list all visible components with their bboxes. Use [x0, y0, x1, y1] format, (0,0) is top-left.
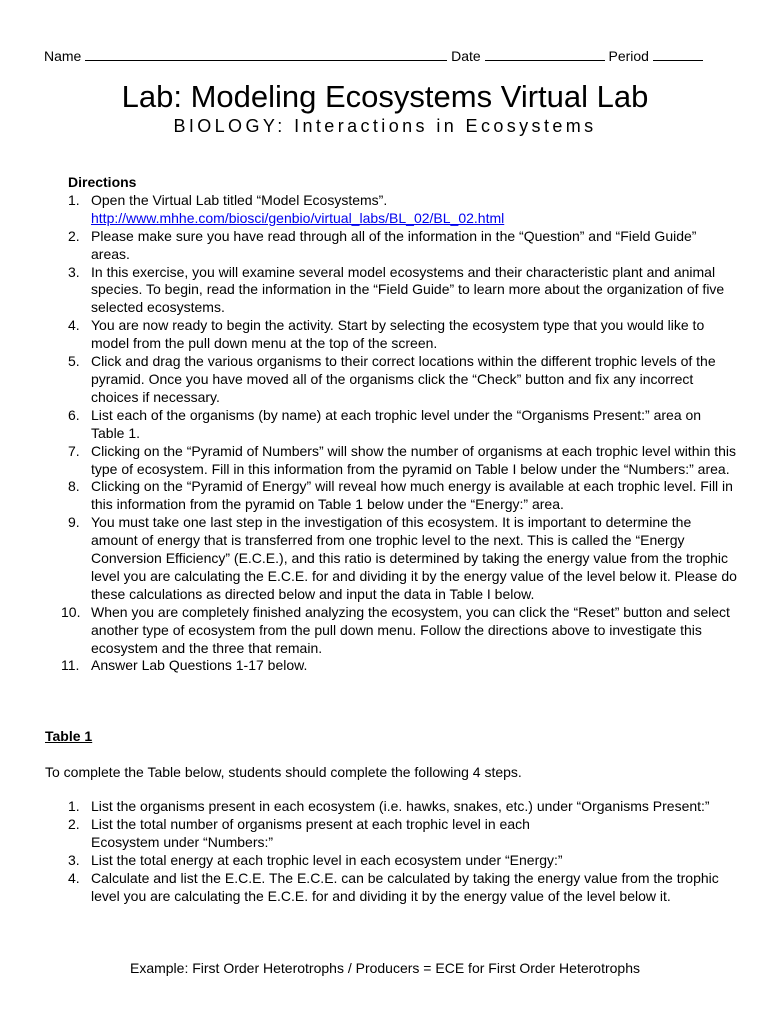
step-number: 7.: [68, 442, 80, 459]
ece-example: Example: First Order Heterotrophs / Producers = ECE for First Order Heterotrophs: [129, 960, 640, 976]
directions-step: [68, 228, 738, 264]
step-number: 11.: [61, 657, 80, 674]
header-row: [44, 47, 724, 66]
directions-list: [61, 191, 738, 675]
table1-intro: To complete the Table below, students should complete the following 4 steps.: [45, 764, 522, 780]
step-number: 3.: [68, 263, 80, 280]
step-text: Clicking on the “Pyramid of Energy” will reveal how much energy is available at each trophic level. Fill in this information from the pyramid on Table 1 below under the “Energy:” area.: [91, 478, 733, 513]
directions-step: [68, 407, 738, 443]
table1-heading: Table 1: [45, 728, 93, 744]
step-number: 8.: [68, 478, 80, 495]
step-text-line: List the total number of organisms present at each trophic level in each: [91, 815, 530, 832]
date-label: Date: [451, 48, 481, 64]
step-text: Click and drag the various organisms to their correct locations within the different trophic levels of the pyramid. Once you have moved all of the organisms click the “Check” button and fix any incorrect choices if necessary.: [91, 353, 716, 405]
page-title: Lab: Modeling Ecosystems Virtual Lab: [121, 79, 649, 114]
step-text: You are now ready to begin the activity. Start by selecting the ecosystem type that you would like to model from the pull down menu at the top of the screen.: [91, 317, 705, 352]
table1-step: [68, 852, 738, 870]
table1-step: [68, 816, 738, 852]
step-text-line: Ecosystem under “Numbers:”: [91, 833, 274, 850]
step-number: 4.: [68, 869, 80, 886]
step-number: 5.: [68, 353, 80, 370]
period-field[interactable]: [653, 47, 703, 61]
step-text: Clicking on the “Pyramid of Numbers” will show the number of organisms at each trophic level within this type of ecosystem. Fill in this information from the pyramid on Table I below under the “Numbers:” area.: [91, 442, 737, 477]
step-number: 9.: [68, 514, 80, 531]
directions-step: [68, 514, 738, 604]
table1-steps-section: [68, 798, 738, 905]
step-text: You must take one last step in the investigation of this ecosystem. It is important to determine the amount of energy that is transferred from one trophic level to the next. This is called the “Energy Conversion Efficiency” (E.C.E.), and this ratio is determined by taking the energy value from the trophic level you are calculating the E.C.E. for and dividing it by the energy value of the level below it. Please do these calculations as directed below and input the data in Table I below.: [91, 514, 737, 602]
page-subtitle: BIOLOGY: Interactions in Ecosystems: [173, 116, 597, 136]
directions-step: [68, 443, 738, 479]
step-number: 3.: [68, 851, 80, 868]
step-number: 2.: [68, 815, 80, 832]
step-number: 2.: [68, 227, 80, 244]
step-text: Answer Lab Questions 1-17 below.: [91, 657, 308, 674]
directions-step: [68, 478, 738, 514]
step-text: Please make sure you have read through all of the information in the “Question” and “Field Guide” areas.: [91, 227, 697, 262]
name-label: Name: [44, 48, 82, 64]
step-text: In this exercise, you will examine several model ecosystems and their characteristic plant and animal species. To begin, read the information in the “Field Guide” to learn more about the organization of five selected ecosystems.: [91, 263, 725, 316]
date-field[interactable]: [485, 47, 605, 61]
directions-step: [61, 657, 738, 675]
directions-step: [68, 192, 738, 228]
step-number: 1.: [68, 191, 80, 208]
directions-step: [68, 264, 738, 318]
step-text: Open the Virtual Lab titled “Model Ecosystems”.: [91, 191, 388, 208]
table1-step: [68, 798, 738, 816]
step-number: 4.: [68, 317, 80, 334]
period-label: Period: [608, 48, 649, 64]
step-text: List each of the organisms (by name) at each trophic level under the “Organisms Present:” area on Table 1.: [91, 406, 702, 441]
step-number: 1.: [68, 798, 80, 814]
step-number: 6.: [68, 406, 80, 423]
step-text: List the organisms present in each ecosystem (i.e. hawks, snakes, etc.) under “Organisms Present:”: [91, 798, 710, 814]
virtual-lab-link[interactable]: http://www.mhhe.com/biosci/genbio/virtual_labs/BL_02/BL_02.html: [91, 209, 505, 226]
directions-heading: Directions: [68, 174, 137, 190]
table1-step: [68, 870, 738, 906]
directions-step: [68, 353, 738, 407]
step-text: When you are completely finished analyzing the ecosystem, you can click the “Reset” button and select another type of ecosystem from the pull down menu. Follow the directions above to investigate this ecosystem and the three that remain.: [91, 603, 730, 656]
directions-step: [61, 603, 738, 658]
table1-steps-list: [68, 798, 738, 905]
directions-section: [61, 174, 738, 675]
name-field[interactable]: [85, 47, 447, 61]
step-text: Calculate and list the E.C.E. The E.C.E. can be calculated by taking the energy value from the trophic level you are calculating the E.C.E. for and dividing it by the energy value of the level below it.: [91, 869, 719, 904]
directions-step: [68, 317, 738, 353]
step-number: 10.: [61, 603, 81, 620]
step-text: List the total energy at each trophic level in each ecosystem under “Energy:”: [91, 851, 563, 868]
